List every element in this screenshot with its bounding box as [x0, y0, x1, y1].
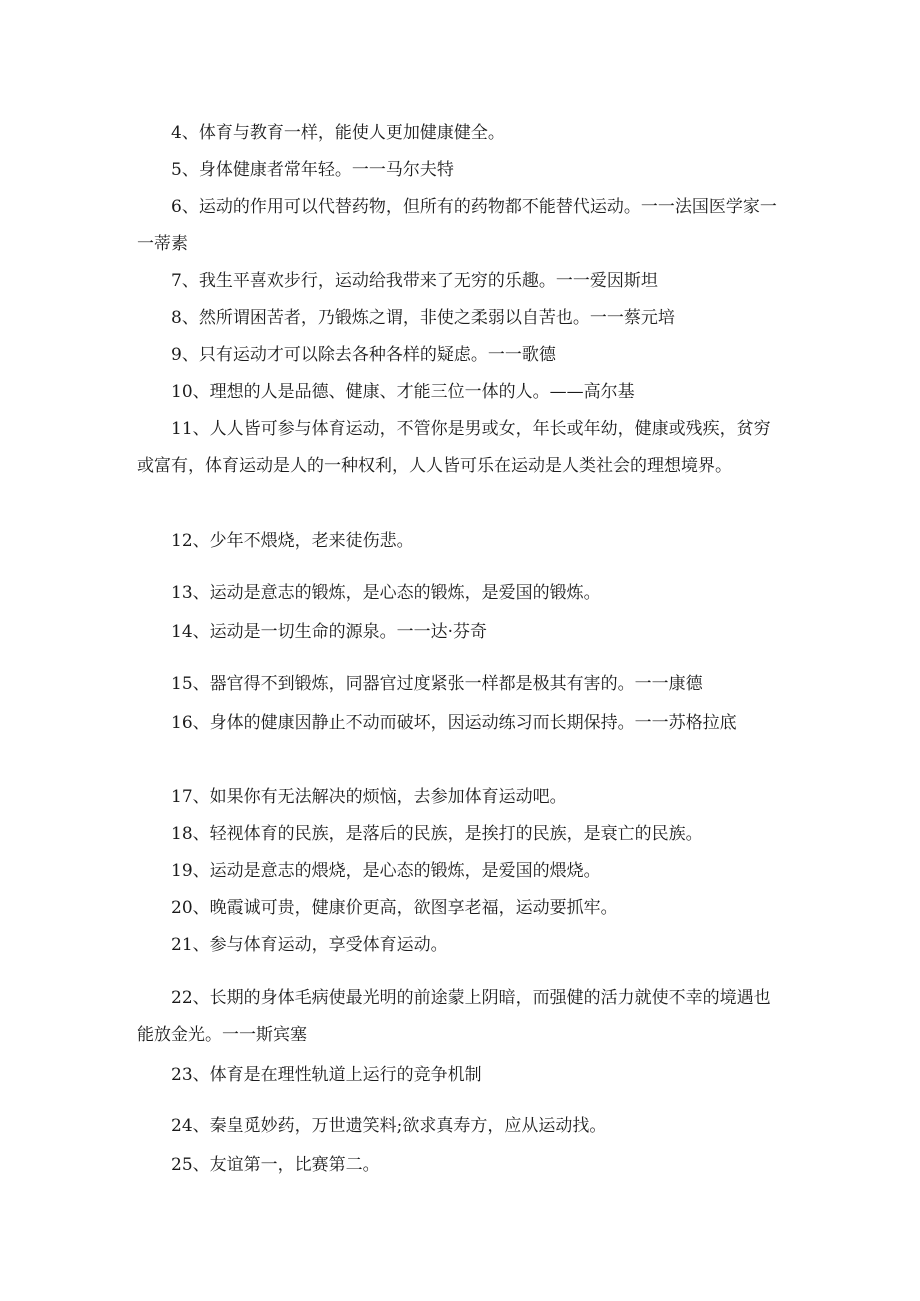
quote-item-17: 17、如果你有无法解决的烦恼，去参加体育运动吧。: [171, 787, 567, 807]
quote-item-21: 21、参与体育运动，享受体育运动。: [171, 935, 448, 955]
quote-item-4: 4、体育与教育一样，能使人更加健康健全。: [171, 123, 505, 143]
quote-item-16: 16、身体的健康因静止不动而破坏，因运动练习而长期保持。一一苏格拉底: [171, 713, 737, 733]
quote-item-10: 10、理想的人是品德、健康、才能三位一体的人。——高尔基: [171, 382, 635, 402]
quote-item-12: 12、少年不煨烧，老来徒伤悲。: [171, 531, 414, 551]
quote-item-22: 22、长期的身体毛病使最光明的前途蒙上阴暗，而强健的活力就使不幸的境遇也能放金光。一一斯宾塞: [137, 988, 771, 1045]
quote-item-9: 9、只有运动才可以除去各种各样的疑虑。一一歌德: [171, 345, 556, 365]
quote-item-24: 24、秦皇觅妙药，万世遗笑料;欲求真寿方，应从运动找。: [171, 1116, 607, 1136]
quote-item-23: 23、体育是在理性轨道上运行的竞争机制: [171, 1065, 482, 1085]
quote-item-8: 8、然所谓困苦者，乃锻炼之谓，非使之柔弱以自苦也。一一蔡元培: [171, 308, 675, 328]
quote-item-14: 14、运动是一切生命的源泉。一一达·芬奇: [171, 622, 488, 642]
quote-item-19: 19、运动是意志的煨烧，是心态的锻炼，是爱国的煨烧。: [171, 861, 601, 881]
quote-item-6: 6、运动的作用可以代替药物，但所有的药物都不能替代运动。一一法国医学家一一蒂素: [137, 197, 777, 254]
quote-item-25: 25、友谊第一，比赛第二。: [171, 1155, 380, 1175]
quote-item-11: 11、人人皆可参与体育运动，不管你是男或女，年长或年幼，健康或残疾，贫穷或富有，体育运动是人的一种权利，人人皆可乐在运动是人类社会的理想境界。: [137, 419, 771, 476]
quote-item-18: 18、轻视体育的民族，是落后的民族，是挨打的民族，是衰亡的民族。: [171, 824, 703, 844]
quote-item-13: 13、运动是意志的锻炼，是心态的锻炼，是爱国的锻炼。: [171, 583, 601, 603]
quote-item-15: 15、器官得不到锻炼，同器官过度紧张一样都是极其有害的。一一康德: [171, 674, 703, 694]
quote-item-7: 7、我生平喜欢步行，运动给我带来了无穷的乐趣。一一爱因斯坦: [171, 271, 658, 291]
quote-item-20: 20、晚霞诚可贵，健康价更高，欲图享老福，运动要抓牢。: [171, 898, 618, 918]
quote-item-5: 5、身体健康者常年轻。一一马尔夫特: [171, 160, 454, 180]
